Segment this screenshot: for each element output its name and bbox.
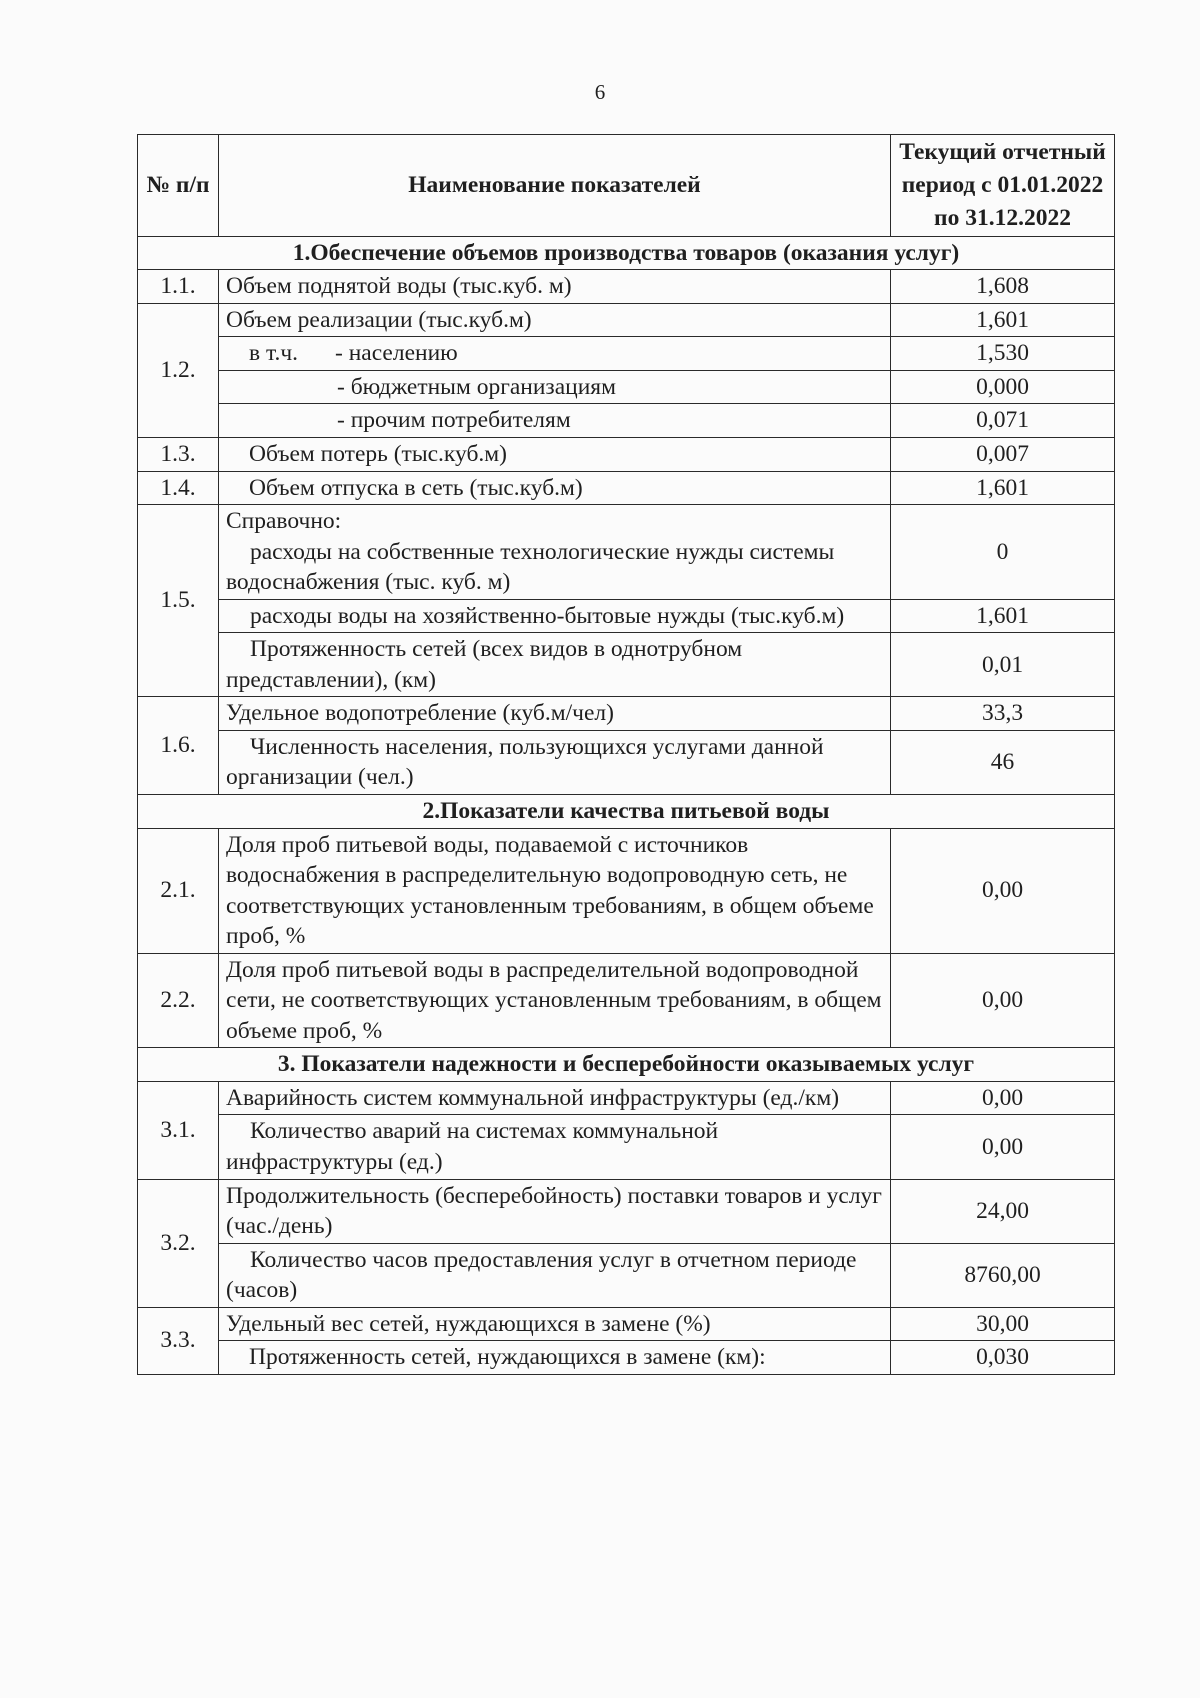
row-label: Справочно:: [226, 508, 342, 535]
row-value: 0,030: [891, 1341, 1115, 1375]
table-header-row: [138, 135, 1115, 237]
row-value: 46: [891, 730, 1115, 794]
row-name: Аварийность систем коммунальной инфраструктуры (ед./км): [219, 1081, 891, 1115]
row-num: 3.2.: [138, 1179, 219, 1307]
row-name: Удельное водопотребление (куб.м/чел): [219, 697, 891, 731]
row-num: 1.5.: [138, 505, 219, 697]
table-row: [138, 337, 1115, 371]
row-name: расходы воды на хозяйственно-бытовые нужды (тыс.куб.м): [219, 599, 891, 633]
row-num: 2.1.: [138, 828, 219, 953]
row-num: 3.1.: [138, 1081, 219, 1179]
section-title: 3. Показатели надежности и бесперебойности оказываемых услуг: [138, 1048, 1115, 1082]
row-value: 1,601: [891, 303, 1115, 337]
row-prefix: в т.ч.: [249, 340, 299, 367]
row-name: Количество аварий на системах коммунальной инфраструктуры (ед.): [219, 1115, 891, 1179]
table-row: [138, 303, 1115, 337]
row-name-text: расходы на собственные технологические нужды системы водоснабжения (тыс. куб. м): [226, 538, 835, 596]
table-row: [138, 599, 1115, 633]
row-num: 2.2.: [138, 953, 219, 1048]
header-num: № п/п: [138, 135, 219, 237]
table-row: [138, 270, 1115, 304]
table-row: [138, 1307, 1115, 1341]
row-name: Объем поднятой воды (тыс.куб. м): [219, 270, 891, 304]
row-value: 0,000: [891, 370, 1115, 404]
row-value: 1,601: [891, 599, 1115, 633]
row-name: Доля проб питьевой воды, подаваемой с источников водоснабжения в распределительную водопроводную сеть, не соответствующих установленным требованиям, в общем объеме проб, %: [219, 828, 891, 953]
row-value: 0,00: [891, 1081, 1115, 1115]
row-name: - бюджетным организациям: [219, 370, 891, 404]
row-value: 33,3: [891, 697, 1115, 731]
table-row: [138, 1179, 1115, 1243]
row-value: 0,071: [891, 404, 1115, 438]
row-name: Продолжительность (бесперебойность) поставки товаров и услуг (час./день): [219, 1179, 891, 1243]
row-value: 0,00: [891, 953, 1115, 1048]
row-value: 1,608: [891, 270, 1115, 304]
row-name: Удельный вес сетей, нуждающихся в замене (%): [219, 1307, 891, 1341]
row-num: 1.4.: [138, 471, 219, 505]
row-name: Протяженность сетей, нуждающихся в замене (км):: [219, 1341, 891, 1375]
row-num: 3.3.: [138, 1307, 219, 1374]
table-row: [138, 697, 1115, 731]
header-value: Текущий отчетный период с 01.01.2022 по 31.12.2022: [891, 135, 1115, 237]
table-row: [138, 404, 1115, 438]
section-title: 1.Обеспечение объемов производства товаров (оказания услуг): [138, 236, 1115, 270]
section-row: [138, 1048, 1115, 1082]
row-name: Объем отпуска в сеть (тыс.куб.м): [219, 471, 891, 505]
row-num: 1.2.: [138, 303, 219, 437]
row-name: Протяженность сетей (всех видов в однотрубном представлении), (км): [219, 633, 891, 697]
table-row: [138, 1341, 1115, 1375]
section-row: [138, 794, 1115, 828]
row-name: Доля проб питьевой воды в распределительной водопроводной сети, не соответствующих установленным требованиям, в общем объеме проб, %: [219, 953, 891, 1048]
table-row: [138, 730, 1115, 794]
row-num: 1.6.: [138, 697, 219, 795]
row-value: 0: [891, 505, 1115, 600]
table-row: [138, 828, 1115, 953]
row-value: 30,00: [891, 1307, 1115, 1341]
row-value: 24,00: [891, 1179, 1115, 1243]
indicators-table: [137, 134, 1115, 1375]
table-row: [138, 437, 1115, 471]
row-num: 1.3.: [138, 437, 219, 471]
table-row: [138, 505, 1115, 600]
row-value: 8760,00: [891, 1243, 1115, 1307]
header-name: Наименование показателей: [219, 135, 891, 237]
section-row: [138, 236, 1115, 270]
row-name: Численность населения, пользующихся услугами данной организации (чел.): [219, 730, 891, 794]
table-row: [138, 1081, 1115, 1115]
row-name: Объем потерь (тыс.куб.м): [219, 437, 891, 471]
row-num: 1.1.: [138, 270, 219, 304]
row-name: Объем реализации (тыс.куб.м): [219, 303, 891, 337]
row-name: [219, 337, 891, 371]
row-name: [219, 505, 891, 600]
table-row: [138, 471, 1115, 505]
page-number: 6: [594, 80, 606, 104]
row-value: 0,00: [891, 1115, 1115, 1179]
table-row: [138, 1243, 1115, 1307]
row-value: 0,007: [891, 437, 1115, 471]
row-value: 1,530: [891, 337, 1115, 371]
table-row: [138, 633, 1115, 697]
table-row: [138, 953, 1115, 1048]
row-value: 1,601: [891, 471, 1115, 505]
row-name-text: - населению: [335, 340, 458, 367]
row-value: 0,00: [891, 828, 1115, 953]
row-value: 0,01: [891, 633, 1115, 697]
section-title: 2.Показатели качества питьевой воды: [138, 794, 1115, 828]
table-row: [138, 370, 1115, 404]
table-row: [138, 1115, 1115, 1179]
row-name: - прочим потребителям: [219, 404, 891, 438]
row-name: Количество часов предоставления услуг в отчетном периоде (часов): [219, 1243, 891, 1307]
